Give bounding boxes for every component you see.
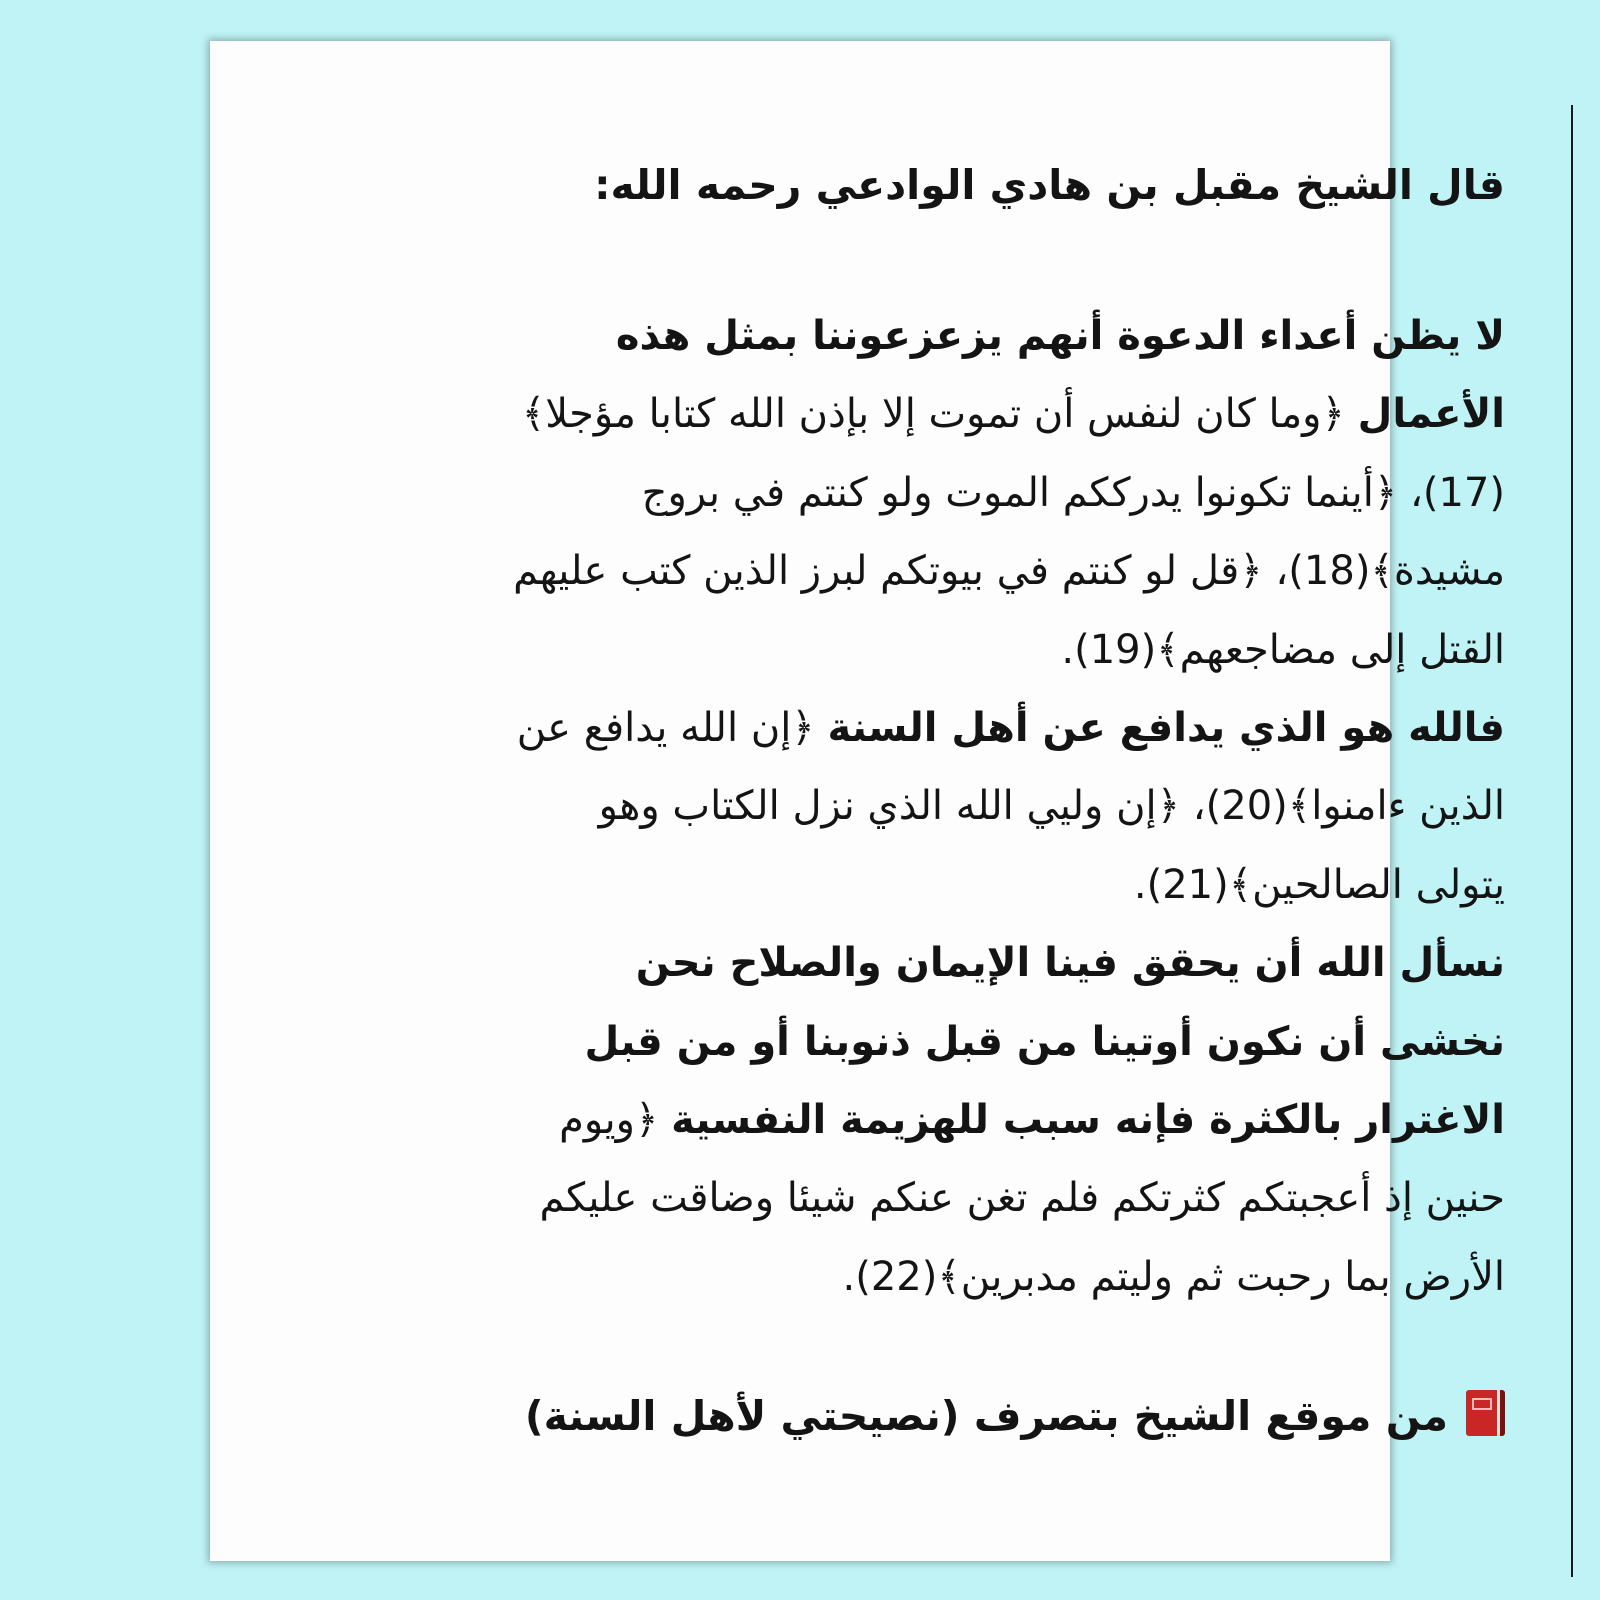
article-body [510, 297, 1505, 1316]
paragraph-1-lead: لا يظن أعداء الدعوة أنهم يزعزعوننا بمثل هذه الأعمال [615, 313, 1505, 438]
paragraph-1-quote: ﴿وما كان لنفس أن تموت إلا بإذن الله كتابا مؤجلا﴾(17)، ﴿أينما تكونوا يدرككم الموت ولو كنتم في بروج مشيدة﴾(18)، ﴿قل لو كنتم في بيوتكم لبرز الذين كتب عليهم القتل إلى مضاجعهم﴾(19). [513, 391, 1505, 673]
paragraph-2 [517, 705, 1505, 908]
document-card [210, 41, 1505, 1561]
vertical-divider [1571, 105, 1573, 1577]
paragraph-2-lead: فالله هو الذي يدافع عن أهل السنة [827, 705, 1505, 752]
red-book-icon [1466, 1390, 1505, 1436]
source-text: من موقع الشيخ بتصرف (نصيحتي لأهل السنة) [524, 1392, 1448, 1440]
source-citation [510, 1377, 1505, 1455]
page-title: قال الشيخ مقبل بن هادي الوادعي رحمه الله: [594, 161, 1505, 209]
paragraph-3-quote: ﴿ويوم حنين إذ أعجبتكم كثرتكم فلم تغن عنكم شيئا وضاقت عليكم الأرض بما رحبت ثم وليتم مدبرين﴾(22). [539, 1097, 1505, 1300]
paragraph-3 [540, 940, 1505, 1300]
paragraph-1 [513, 313, 1505, 673]
paragraph-3-lead: نسأل الله أن يحقق فينا الإيمان والصلاح نحن نخشى أن نكون أوتينا من قبل ذنوبنا أو من قبل الاغترار بالكثرة فإنه سبب للهزيمة النفسية [584, 940, 1505, 1144]
paragraph-2-quote: ﴿إن الله يدافع عن الذين ءامنوا﴾(20)، ﴿إن وليي الله الذي نزل الكتاب وهو يتولى الصالحين﴾(21). [516, 705, 1505, 908]
